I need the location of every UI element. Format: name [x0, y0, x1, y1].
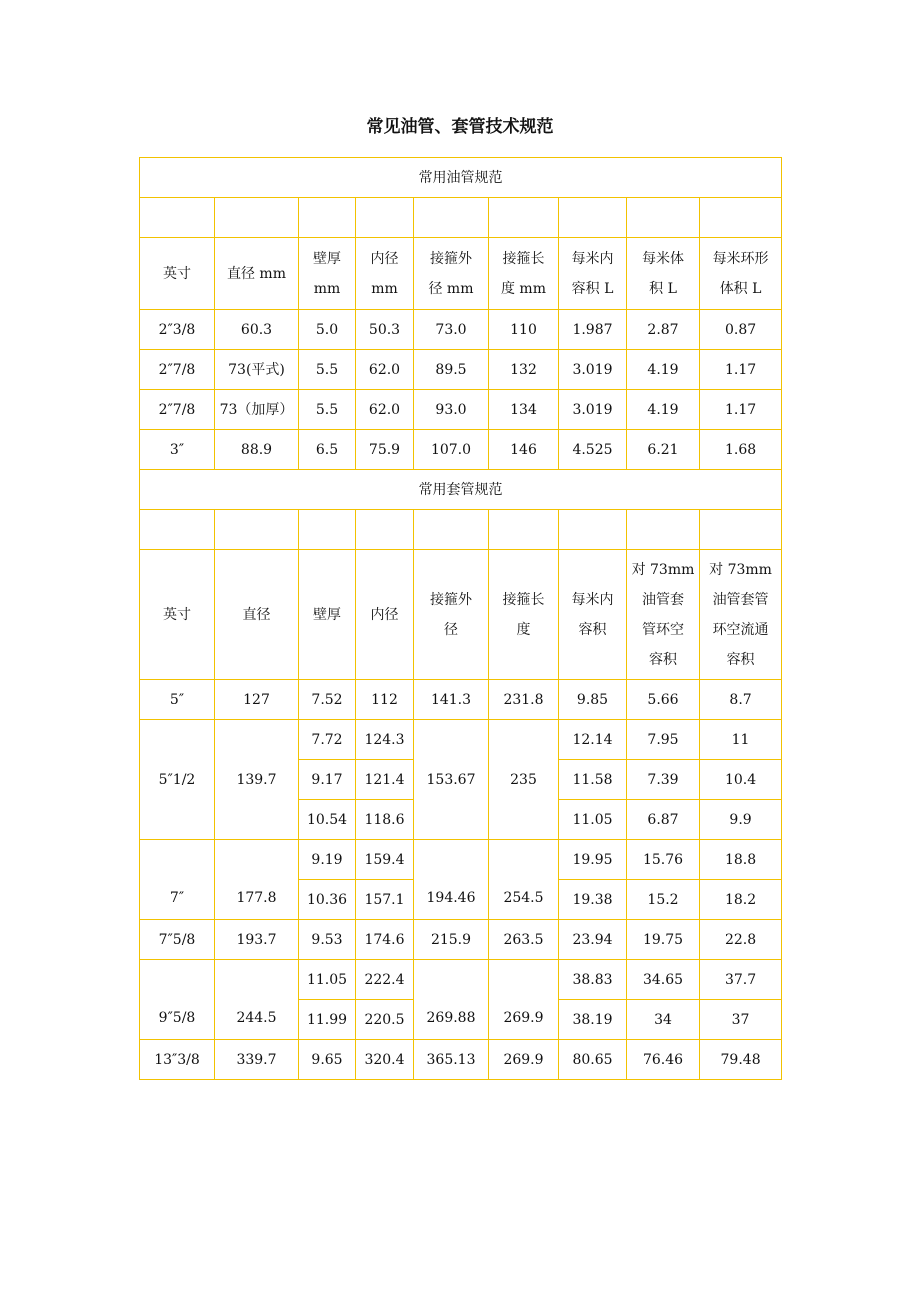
casing-coupling-od: 153.67: [414, 720, 489, 840]
tubing-cell: 5.0: [299, 310, 356, 350]
table-row: [140, 430, 782, 470]
tubing-cell: 1.987: [559, 310, 627, 350]
tubing-cell: 3.019: [559, 390, 627, 430]
tubing-header-row: [140, 238, 782, 310]
casing-header-annulus-vol: 对 73mm 油管套 管环空 容积: [627, 550, 700, 680]
casing-wall: 9.17: [299, 760, 356, 800]
casing-id: 157.1: [356, 880, 414, 920]
blank-row: [140, 510, 782, 550]
tubing-header-id: 内径 mm: [356, 238, 414, 310]
casing-diameter: 127: [215, 680, 299, 720]
tubing-cell: 2.87: [627, 310, 700, 350]
tubing-header-size: 英寸: [140, 238, 215, 310]
casing-wall: 9.65: [299, 1040, 356, 1080]
casing-flow-vol: 22.8: [700, 920, 782, 960]
casing-inner-vol: 38.83: [559, 960, 627, 1000]
casing-coupling-od: 194.46: [414, 840, 489, 920]
casing-coupling-len: 269.9: [489, 1040, 559, 1080]
casing-size: 5″: [140, 680, 215, 720]
casing-header-id: 内径: [356, 550, 414, 680]
casing-id: 121.4: [356, 760, 414, 800]
casing-flow-vol: 8.7: [700, 680, 782, 720]
casing-annulus-vol: 34: [627, 1000, 700, 1040]
casing-diameter: 139.7: [215, 720, 299, 840]
casing-wall: 7.72: [299, 720, 356, 760]
casing-inner-vol: 19.38: [559, 880, 627, 920]
tubing-header-coupling-od: 接箍外 径 mm: [414, 238, 489, 310]
casing-inner-vol: 23.94: [559, 920, 627, 960]
tubing-cell: 146: [489, 430, 559, 470]
tubing-cell: 73（加厚）: [215, 390, 299, 430]
casing-inner-vol: 38.19: [559, 1000, 627, 1040]
tubing-cell: 2″7/8: [140, 390, 215, 430]
tubing-cell: 93.0: [414, 390, 489, 430]
casing-size: 7″5/8: [140, 920, 215, 960]
table-row: [140, 310, 782, 350]
casing-size: 7″: [140, 840, 215, 920]
casing-header-coupling-len: 接箍长 度: [489, 550, 559, 680]
casing-coupling-len: 235: [489, 720, 559, 840]
casing-flow-vol: 18.8: [700, 840, 782, 880]
blank-row: [140, 198, 782, 238]
tubing-header-inner-vol: 每米内 容积 L: [559, 238, 627, 310]
tubing-cell: 0.87: [700, 310, 782, 350]
tubing-header-diameter: 直径 mm: [215, 238, 299, 310]
spec-table: [139, 157, 782, 1080]
tubing-cell: 60.3: [215, 310, 299, 350]
table-row: [140, 960, 782, 1000]
table-row: [140, 390, 782, 430]
tubing-cell: 2″3/8: [140, 310, 215, 350]
casing-flow-vol: 10.4: [700, 760, 782, 800]
casing-header-inner-vol: 每米内 容积: [559, 550, 627, 680]
casing-flow-vol: 79.48: [700, 1040, 782, 1080]
casing-inner-vol: 11.05: [559, 800, 627, 840]
tubing-cell: 4.19: [627, 350, 700, 390]
casing-id: 159.4: [356, 840, 414, 880]
tubing-cell: 50.3: [356, 310, 414, 350]
casing-coupling-od: 365.13: [414, 1040, 489, 1080]
tubing-cell: 5.5: [299, 390, 356, 430]
casing-annulus-vol: 15.2: [627, 880, 700, 920]
tubing-header-wall: 壁厚 mm: [299, 238, 356, 310]
tubing-cell: 4.525: [559, 430, 627, 470]
tubing-cell: 89.5: [414, 350, 489, 390]
casing-header-size: 英寸: [140, 550, 215, 680]
casing-coupling-od: 141.3: [414, 680, 489, 720]
casing-diameter: 339.7: [215, 1040, 299, 1080]
tubing-cell: 2″7/8: [140, 350, 215, 390]
casing-flow-vol: 18.2: [700, 880, 782, 920]
casing-coupling-od: 215.9: [414, 920, 489, 960]
tubing-cell: 1.68: [700, 430, 782, 470]
casing-annulus-vol: 19.75: [627, 920, 700, 960]
casing-id: 220.5: [356, 1000, 414, 1040]
casing-coupling-od: 269.88: [414, 960, 489, 1040]
table-row: [140, 680, 782, 720]
tubing-cell: 6.5: [299, 430, 356, 470]
casing-annulus-vol: 15.76: [627, 840, 700, 880]
casing-diameter: 177.8: [215, 840, 299, 920]
table-row: [140, 920, 782, 960]
tubing-cell: 62.0: [356, 390, 414, 430]
casing-id: 320.4: [356, 1040, 414, 1080]
tubing-cell: 73(平式): [215, 350, 299, 390]
tubing-cell: 132: [489, 350, 559, 390]
table-row: [140, 350, 782, 390]
casing-id: 112: [356, 680, 414, 720]
tubing-cell: 134: [489, 390, 559, 430]
tubing-cell: 3″: [140, 430, 215, 470]
casing-flow-vol: 37: [700, 1000, 782, 1040]
casing-header-wall: 壁厚: [299, 550, 356, 680]
tubing-cell: 1.17: [700, 390, 782, 430]
tubing-cell: 3.019: [559, 350, 627, 390]
tubing-header-coupling-len: 接箍长 度 mm: [489, 238, 559, 310]
casing-annulus-vol: 7.95: [627, 720, 700, 760]
tubing-cell: 1.17: [700, 350, 782, 390]
tubing-cell: 6.21: [627, 430, 700, 470]
document-title: 常见油管、套管技术规范: [366, 117, 554, 137]
casing-coupling-len: 254.5: [489, 840, 559, 920]
tubing-cell: 4.19: [627, 390, 700, 430]
tubing-cell: 75.9: [356, 430, 414, 470]
casing-annulus-vol: 6.87: [627, 800, 700, 840]
casing-wall: 10.36: [299, 880, 356, 920]
tubing-cell: 110: [489, 310, 559, 350]
casing-id: 222.4: [356, 960, 414, 1000]
casing-inner-vol: 12.14: [559, 720, 627, 760]
casing-id: 124.3: [356, 720, 414, 760]
tubing-cell: 88.9: [215, 430, 299, 470]
tubing-cell: 62.0: [356, 350, 414, 390]
tubing-cell: 107.0: [414, 430, 489, 470]
casing-diameter: 244.5: [215, 960, 299, 1040]
casing-annulus-vol: 34.65: [627, 960, 700, 1000]
casing-diameter: 193.7: [215, 920, 299, 960]
casing-wall: 11.99: [299, 1000, 356, 1040]
casing-section-title: 常用套管规范: [140, 470, 782, 510]
tubing-cell: 73.0: [414, 310, 489, 350]
casing-header-coupling-od: 接箍外 径: [414, 550, 489, 680]
table-row: [140, 1040, 782, 1080]
casing-annulus-vol: 7.39: [627, 760, 700, 800]
tubing-header-annulus-vol: 每米环形 体积 L: [700, 238, 782, 310]
casing-size: 13″3/8: [140, 1040, 215, 1080]
casing-inner-vol: 9.85: [559, 680, 627, 720]
casing-inner-vol: 19.95: [559, 840, 627, 880]
casing-wall: 10.54: [299, 800, 356, 840]
casing-coupling-len: 263.5: [489, 920, 559, 960]
casing-coupling-len: 269.9: [489, 960, 559, 1040]
casing-annulus-vol: 5.66: [627, 680, 700, 720]
casing-size: 9″5/8: [140, 960, 215, 1040]
casing-wall: 9.53: [299, 920, 356, 960]
casing-coupling-len: 231.8: [489, 680, 559, 720]
tubing-header-vol: 每米体 积 L: [627, 238, 700, 310]
casing-wall: 7.52: [299, 680, 356, 720]
casing-header-diameter: 直径: [215, 550, 299, 680]
casing-inner-vol: 11.58: [559, 760, 627, 800]
casing-annulus-vol: 76.46: [627, 1040, 700, 1080]
casing-header-flow-vol: 对 73mm 油管套管 环空流通 容积: [700, 550, 782, 680]
casing-header-row: [140, 550, 782, 680]
casing-id: 174.6: [356, 920, 414, 960]
tubing-section-title: 常用油管规范: [140, 158, 782, 198]
casing-flow-vol: 9.9: [700, 800, 782, 840]
casing-inner-vol: 80.65: [559, 1040, 627, 1080]
casing-wall: 11.05: [299, 960, 356, 1000]
table-row: [140, 840, 782, 880]
casing-wall: 9.19: [299, 840, 356, 880]
tubing-cell: 5.5: [299, 350, 356, 390]
casing-flow-vol: 37.7: [700, 960, 782, 1000]
table-row: [140, 720, 782, 760]
casing-id: 118.6: [356, 800, 414, 840]
casing-flow-vol: 11: [700, 720, 782, 760]
casing-size: 5″1/2: [140, 720, 215, 840]
